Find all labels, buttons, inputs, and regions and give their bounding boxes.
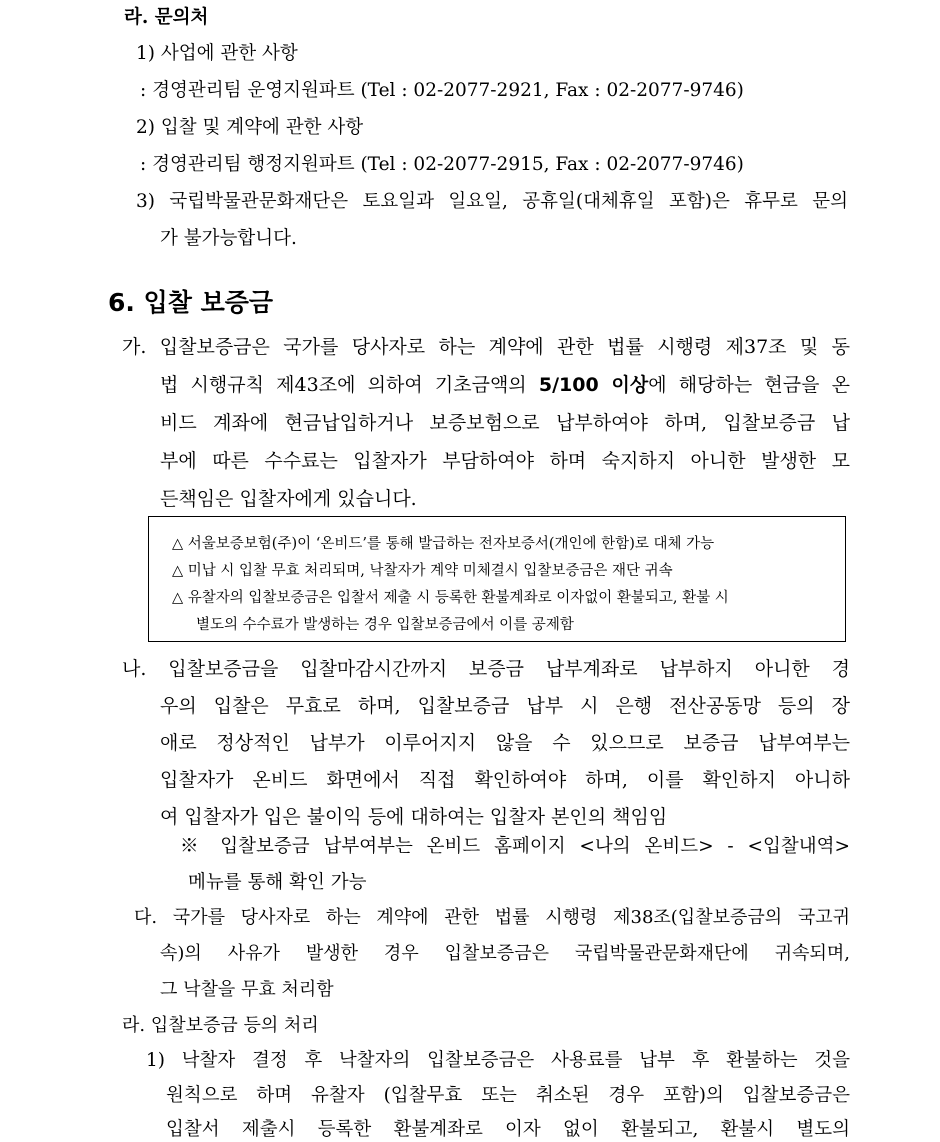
section-6-heading: 6. 입찰 보증금 xyxy=(108,288,274,317)
para-da-line-1: 다. 국가를 당사자로 하는 계약에 관한 법률 시행령 제38조(입찰보증금의 국고귀 xyxy=(134,907,850,928)
contact-item-1-label: 1) 사업에 관한 사항 xyxy=(136,43,298,64)
para-na-note-line-1: ※ 입찰보증금 납부여부는 온비드 홈페이지 <나의 온비드> - <입찰내역> xyxy=(180,836,850,857)
min-deposit-rate: 5/100 이상 xyxy=(538,374,649,396)
para-na-line-2: 우의 입찰은 무효로 하며, 입찰보증금 납부 시 은행 전산공동망 등의 장 xyxy=(160,695,850,717)
contact-item-1-value: : 경영관리팀 운영지원파트 (Tel : 02-2077-2921, Fax : 02-2077-9746) xyxy=(140,80,744,101)
para-na-line-5: 여 입찰자가 입은 불이익 등에 대하여는 입찰자 본인의 책임임 xyxy=(160,806,668,828)
para-na-line-3: 애로 정상적인 납부가 이루어지지 않을 수 있으므로 보증금 납부여부는 xyxy=(160,732,850,754)
contact-item-3-line-1: 3) 국립박물관문화재단은 토요일과 일요일, 공휴일(대체휴일 포함)은 휴무로 문의 xyxy=(136,191,848,212)
para-da-line-3: 그 낙찰을 무효 처리함 xyxy=(160,979,334,1000)
contact-item-2-value: : 경영관리팀 행정지원파트 (Tel : 02-2077-2915, Fax : 02-2077-9746) xyxy=(140,154,744,175)
contact-item-2-label: 2) 입찰 및 계약에 관한 사항 xyxy=(136,117,364,138)
notice-line-2: △ 미납 시 입찰 무효 처리되며, 낙찰자가 계약 미체결시 입찰보증금은 재단 귀속 xyxy=(172,563,673,579)
para-ra-1-line-2: 원칙으로 하며 유찰자 (입찰무효 또는 취소된 경우 포함)의 입찰보증금은 xyxy=(166,1085,850,1106)
para-ga-line-4: 부에 따른 수수료는 입찰자가 부담하여야 하며 숙지하지 아니한 발생한 모 xyxy=(160,450,850,472)
contact-item-3-line-2: 가 불가능합니다. xyxy=(160,228,297,249)
para-ga-line-5: 든책임은 입찰자에게 있습니다. xyxy=(160,488,417,510)
para-ra-title: 라. 입찰보증금 등의 처리 xyxy=(122,1015,319,1036)
para-na-line-1: 나. 입찰보증금을 입찰마감시간까지 보증금 납부계좌로 납부하지 아니한 경 xyxy=(122,658,850,680)
para-ga-line-2: 법 시행규칙 제43조에 의하여 기초금액의 5/100 이상에 해당하는 현금을 온 xyxy=(160,374,850,396)
para-da-line-2: 속)의 사유가 발생한 경우 입찰보증금은 국립박물관문화재단에 귀속되며, xyxy=(160,943,850,964)
notice-line-3: △ 유찰자의 입찰보증금은 입찰서 제출 시 등록한 환불계좌로 이자없이 환불되고, 환불 시 xyxy=(172,590,729,606)
para-ra-1-line-1: 1) 낙찰자 결정 후 낙찰자의 입찰보증금은 사용료를 납부 후 환불하는 것을 xyxy=(146,1050,850,1071)
para-ra-1-line-3: 입찰서 제출시 등록한 환불계좌로 이자 없이 환불되고, 환불시 별도의 xyxy=(166,1119,850,1140)
contact-section-title: 라. 문의처 xyxy=(124,7,209,28)
para-na-note-line-2: 메뉴를 통해 확인 가능 xyxy=(188,872,367,893)
notice-line-4: 별도의 수수료가 발생하는 경우 입찰보증금에서 이를 공제함 xyxy=(196,617,574,633)
para-ga-line-1: 가. 입찰보증금은 국가를 당사자로 하는 계약에 관한 법률 시행령 제37조 및 동 xyxy=(122,336,850,358)
para-ga-line-3: 비드 계좌에 현금납입하거나 보증보험으로 납부하여야 하며, 입찰보증금 납 xyxy=(160,412,850,434)
notice-line-1: △ 서울보증보험(주)이 ‘온비드’를 통해 발급하는 전자보증서(개인에 한함)로 대체 가능 xyxy=(172,536,715,552)
para-na-line-4: 입찰자가 온비드 화면에서 직접 확인하여야 하며, 이를 확인하지 아니하 xyxy=(160,769,850,791)
